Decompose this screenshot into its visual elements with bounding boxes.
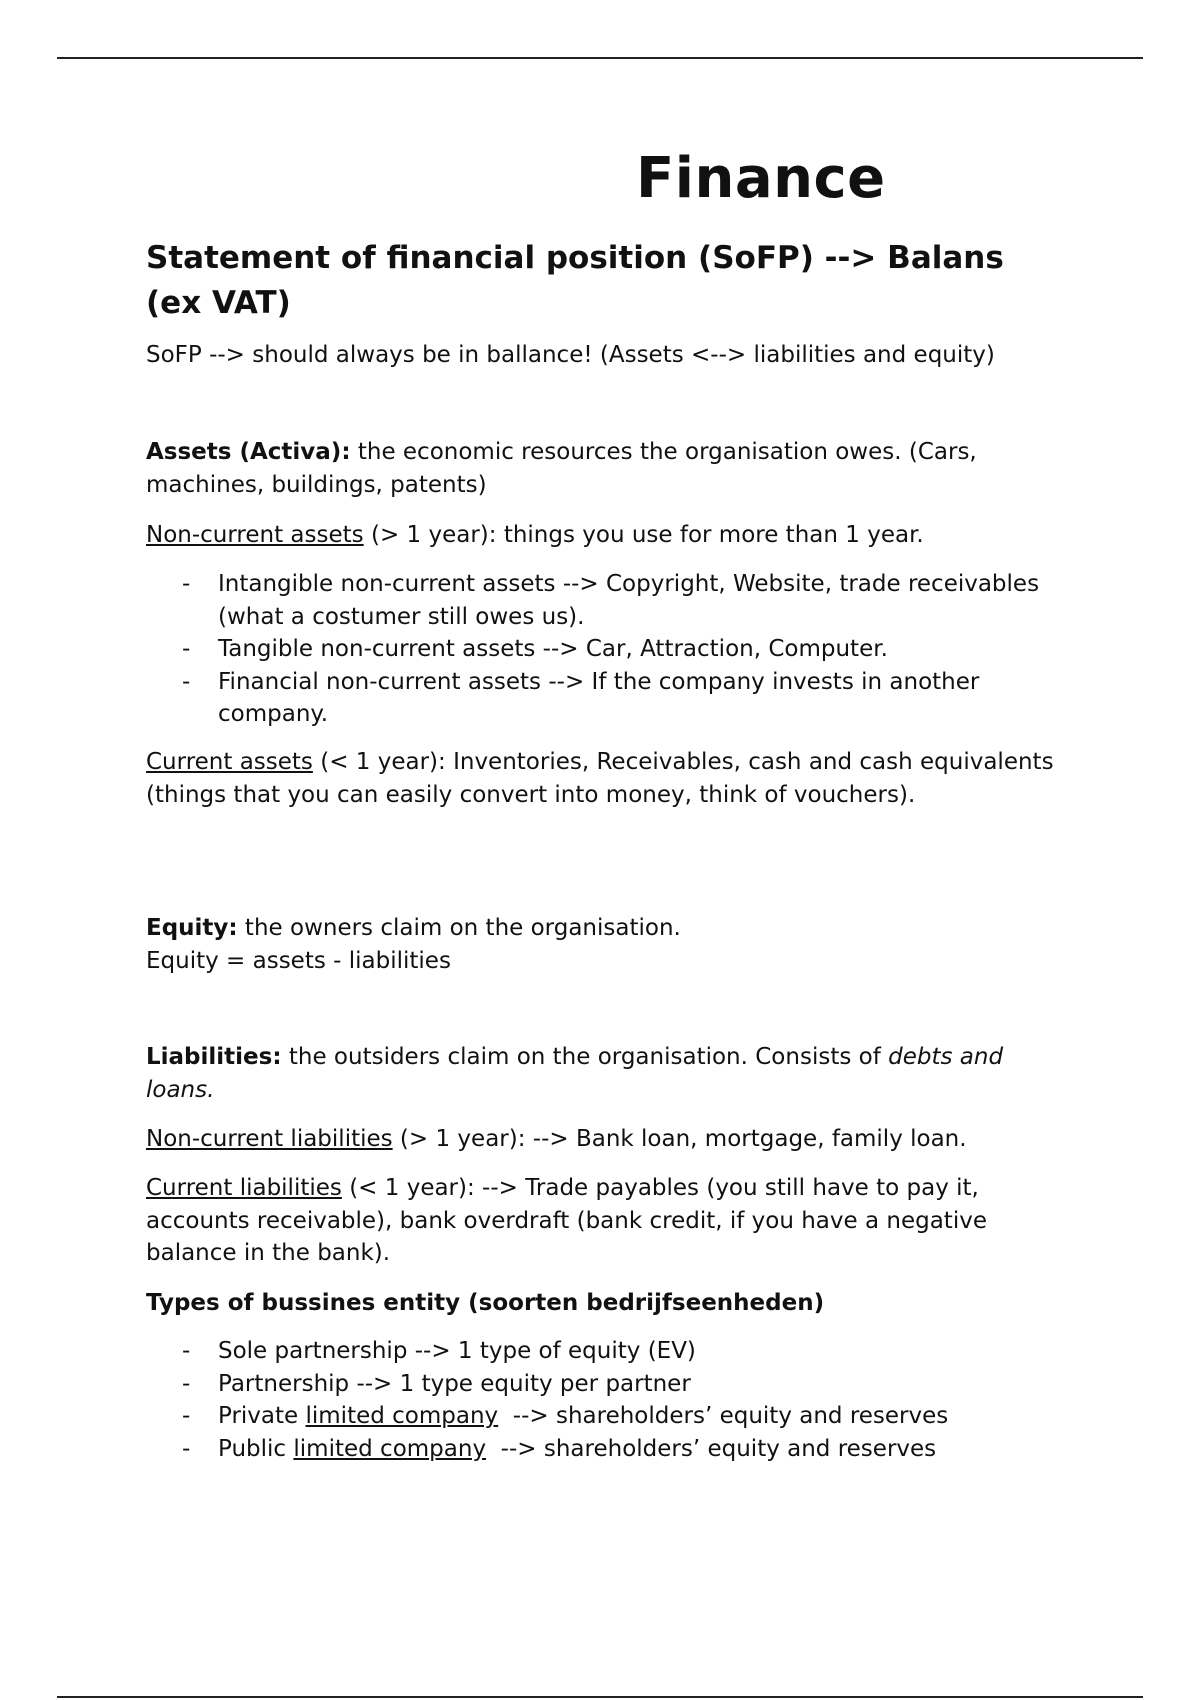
section-heading: Statement of financial position (SoFP) --> Balans (ex VAT) [146,240,1004,321]
entity-types-heading: Types of bussines entity (soorten bedrijfseenheden) [146,1290,825,1316]
non-current-liabilities-text: (> 1 year): --> Bank loan, mortgage, family loan. [392,1126,967,1152]
current-liabilities-paragraph [146,1172,1066,1270]
list-item-text: Sole partnership --> 1 type of equity (EV) [218,1338,696,1364]
header-rule [57,57,1143,59]
list-item-text: Public [218,1435,294,1462]
assets-label: Assets (Activa): [146,439,351,465]
dash-bullet: - [182,1435,191,1462]
intro-text: SoFP --> should always be in ballance! (Assets <--> liabilities and equity) [146,342,995,368]
non-current-assets-paragraph [146,519,1066,552]
list-item [146,1368,1066,1401]
list-item-suffix: --> shareholders’ equity and reserves [498,1403,949,1429]
current-assets-label: Current assets [146,749,313,775]
list-item [146,1433,1066,1466]
non-current-assets-list [146,568,1066,731]
non-current-liabilities-paragraph [146,1123,1066,1156]
list-item-underlined: limited company [305,1403,499,1429]
footer-rule [57,1696,1143,1698]
liabilities-paragraph [146,1041,1066,1106]
entity-types-list [146,1335,1066,1465]
liabilities-label: Liabilities: [146,1044,282,1070]
dash-bullet: - [182,1370,191,1397]
dash-bullet: - [182,668,191,695]
current-liabilities-text: (< 1 year): --> Trade payables (you still have to pay it, accounts receivable), bank overdraft (bank credit, if you have a negative balance in the bank). [146,1175,987,1266]
assets-paragraph [146,436,1066,501]
dash-bullet: - [182,571,191,597]
list-item-text: Financial non-current assets --> If the company invests in another company. [218,668,980,727]
non-current-assets-label: Non-current assets [146,522,364,548]
non-current-liabilities-label: Non-current liabilities [146,1126,393,1152]
dash-bullet: - [182,1403,191,1429]
list-item-text: Partnership --> 1 type equity per partner [218,1370,691,1397]
list-item-text: Private [218,1403,306,1429]
equity-paragraph [146,912,1066,977]
list-item [146,666,1066,731]
list-item-suffix: --> shareholders’ equity and reserves [486,1435,937,1462]
liabilities-text: the outsiders claim on the organisation. Consists of [281,1044,889,1070]
non-current-assets-text: (> 1 year): things you use for more than 1 year. [363,522,924,548]
list-item-text: Tangible non-current assets --> Car, Attraction, Computer. [218,636,888,662]
list-item [146,633,1066,666]
list-item-underlined: limited company [293,1435,487,1462]
list-item [146,1335,1066,1368]
assets-text: the economic resources the organisation owes. (Cars, machines, buildings, patents) [146,439,977,498]
equity-text: the owners claim on the organisation. [237,915,681,941]
dash-bullet: - [182,1338,191,1364]
equity-label: Equity: [146,915,238,941]
list-item [146,1400,1066,1433]
current-assets-text: (< 1 year): Inventories, Receivables, cash and cash equivalents (things that you can easily convert into money, think of vouchers). [146,749,1054,808]
current-assets-paragraph [146,746,1066,811]
current-liabilities-label: Current liabilities [146,1175,342,1201]
page-title: Finance [636,146,886,211]
equity-formula: Equity = assets - liabilities [146,947,451,974]
liabilities-italic: debts and loans. [146,1044,1004,1103]
dash-bullet: - [182,636,191,662]
list-item [146,568,1066,633]
list-item-text: Intangible non-current assets --> Copyright, Website, trade receivables (what a costumer still owes us). [218,571,1040,630]
